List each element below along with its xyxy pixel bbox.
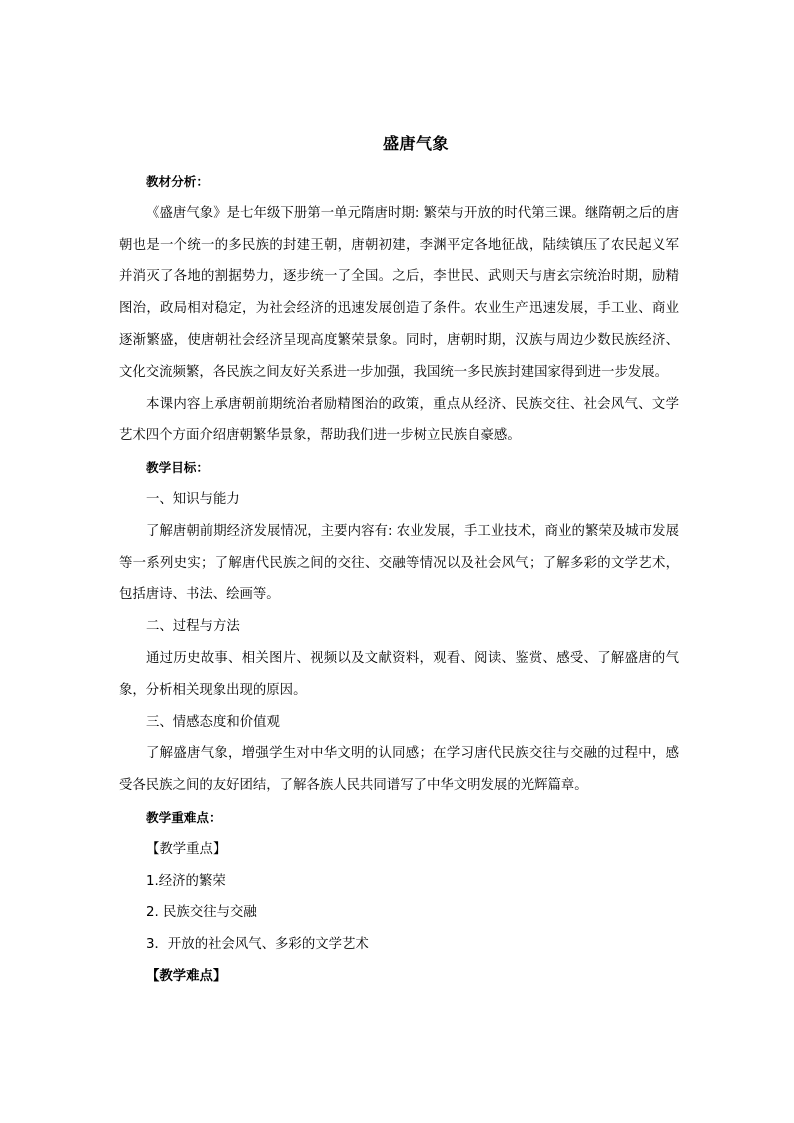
goal-3-title: 三、情感态度和价值观: [146, 714, 280, 730]
goal-2-title: 二、过程与方法: [146, 619, 240, 635]
analysis-paragraph-1: 《盛唐气象》是七年级下册第一单元隋唐时期: 繁荣与开放的时代第三课。继隋朝之后的唐朝也是一个统一的多民族的封建王朝，唐朝初建，李渊平定各地征战，陆续镇压了农民起义军并消灭了各地的割据势力，逐步统一了全国。之后，李世民、武则天与唐玄宗统治时期，励精图治，政局相对稳定，为社会经济的迅速发展创造了条件。农业生产迅速发展，手工业、商业逐渐繁盛，使唐朝社会经济呈现高度繁荣景象。同时，唐朝时期，汉族与周边少数民族经济、文化交流频繁，各民族之间友好关系进一步加强，我国统一多民族封建国家得到进一步发展。: [119, 205, 679, 380]
goal-1-title: 一、知识与能力: [146, 491, 240, 507]
goal-2-text: 通过历史故事、相关图片、视频以及文献资料，观看、阅读、鉴赏、感受、了解盛唐的气象，分析相关现象出现的原因。: [119, 650, 679, 698]
goals-heading: 教学目标：: [146, 460, 209, 476]
document-body: [119, 166, 679, 993]
key-point-1: 1.经济的繁荣: [146, 873, 226, 889]
goal-3-text: 了解盛唐气象，增强学生对中华文明的认同感；在学习唐代民族交往与交融的过程中，感受各民族之间的友好团结，了解各族人民共同谱写了中华文明发展的光辉篇章。: [119, 746, 679, 794]
key-points-label: 【教学重点】: [146, 841, 227, 857]
goal-1-text: 了解唐朝前期经济发展情况，主要内容有: 农业发展，手工业技术，商业的繁荣及城市发展等一系列史实；了解唐代民族之间的交往、交融等情况以及社会风气；了解多彩的文学艺术，包括唐诗、书法、绘画等。: [119, 523, 679, 603]
analysis-paragraph-2: 本课内容上承唐朝前期统治者励精图治的政策，重点从经济、民族交往、社会风气、文学艺术四个方面介绍唐朝繁华景象，帮助我们进一步树立民族自豪感。: [119, 396, 679, 444]
analysis-heading: 教材分析：: [146, 174, 209, 189]
key-difficulty-heading: 教学重难点：: [146, 809, 222, 825]
key-point-2: 2. 民族交往与交融: [146, 905, 257, 921]
difficulty-label: 【教学难点】: [146, 968, 227, 984]
document-title: 盛唐气象: [382, 134, 449, 153]
key-point-3: 3．开放的社会风气、多彩的文学艺术: [146, 937, 369, 953]
